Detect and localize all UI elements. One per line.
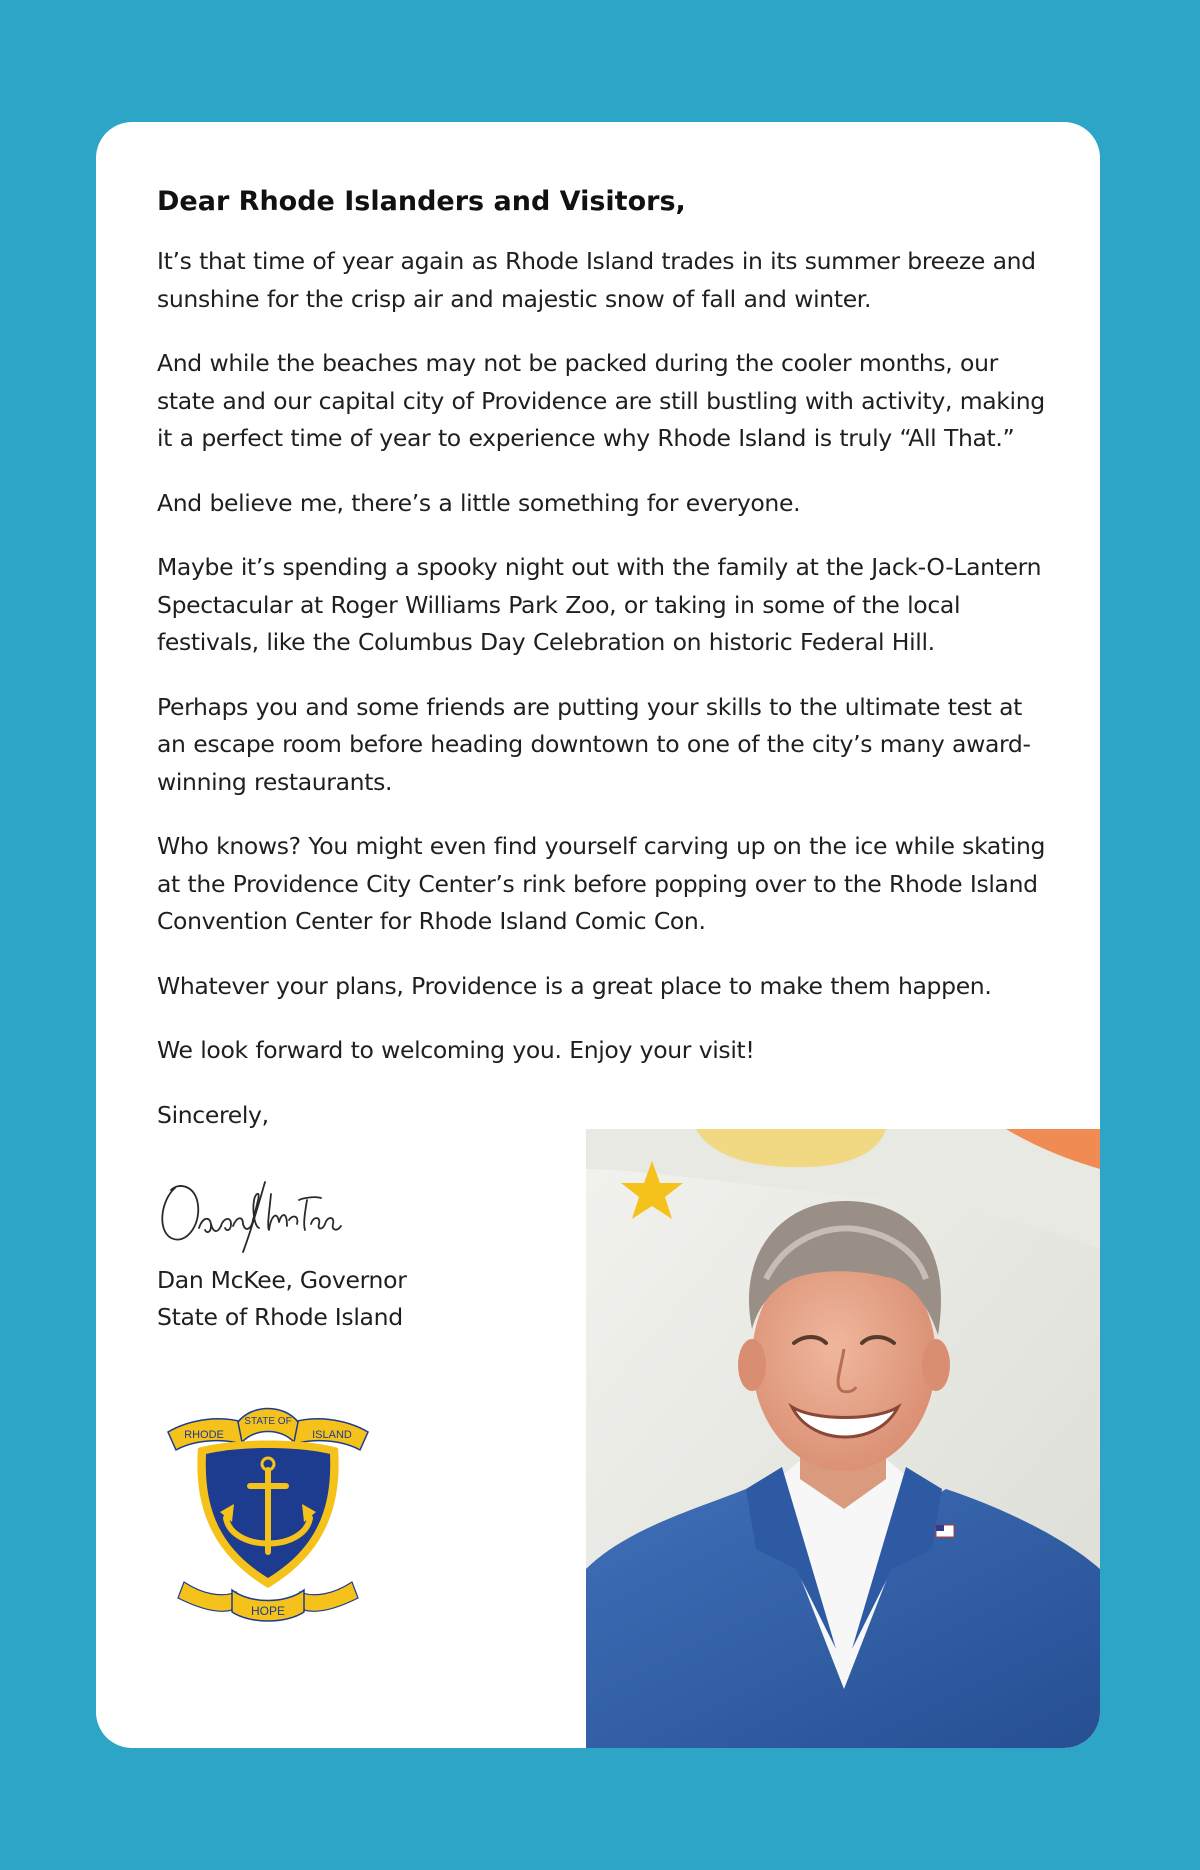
letter-greeting: Dear Rhode Islanders and Visitors, — [157, 186, 686, 217]
signer-title: State of Rhode Island — [157, 1303, 403, 1331]
letter-paragraph-6: Who knows? You might even find yourself carving up on the ice while skating at the Providence City Center’s rink before popping over to the Rhode Island Convention Center for Rhode Island Comic Con. — [157, 832, 1046, 935]
signer-block — [157, 1262, 407, 1336]
signature-image — [153, 1170, 363, 1262]
letter-paragraph-3: And believe me, there’s a little something for everyone. — [157, 488, 801, 517]
letter-closing: Sincerely, — [157, 1100, 269, 1129]
letter-body — [157, 184, 1057, 1161]
letter-paragraph-8: We look forward to welcoming you. Enjoy your visit! — [157, 1036, 755, 1064]
letter-paragraph-7: Whatever your plans, Providence is a great place to make them happen. — [157, 971, 992, 1000]
rhode-island-seal-image — [162, 1392, 374, 1632]
letter-paragraph-5: Perhaps you and some friends are putting your skills to the ultimate test at an escape room before heading downtown to one of the city’s many award-winning restaurants. — [157, 692, 1031, 796]
seal-text-island: ISLAND — [312, 1429, 352, 1441]
signer-name: Dan McKee, Governor — [157, 1266, 407, 1294]
letter-paragraph-1: It’s that time of year again as Rhode Island trades in its summer breeze and sunshine for the crisp air and majestic snow of fall and winter. — [157, 247, 1036, 313]
letter-card — [96, 122, 1100, 1748]
letter-paragraph-4: Maybe it’s spending a spooky night out with the family at the Jack-O-Lantern Spectacular at Roger Williams Park Zoo, or taking in some of the local festivals, like the Columbus Day Celebration on historic Federal Hill. — [157, 553, 1042, 656]
seal-text-hope: HOPE — [250, 1604, 286, 1618]
letter-paragraph-2: And while the beaches may not be packed during the cooler months, our state and our capital city of Providence are still bustling with activity, making it a perfect time of year to experience why Rhode Island is truly “All That.” — [157, 349, 1045, 452]
governor-photo — [586, 1129, 1100, 1748]
seal-text-state-of: STATE OF — [244, 1416, 292, 1427]
seal-text-rhode: RHODE — [184, 1429, 224, 1441]
